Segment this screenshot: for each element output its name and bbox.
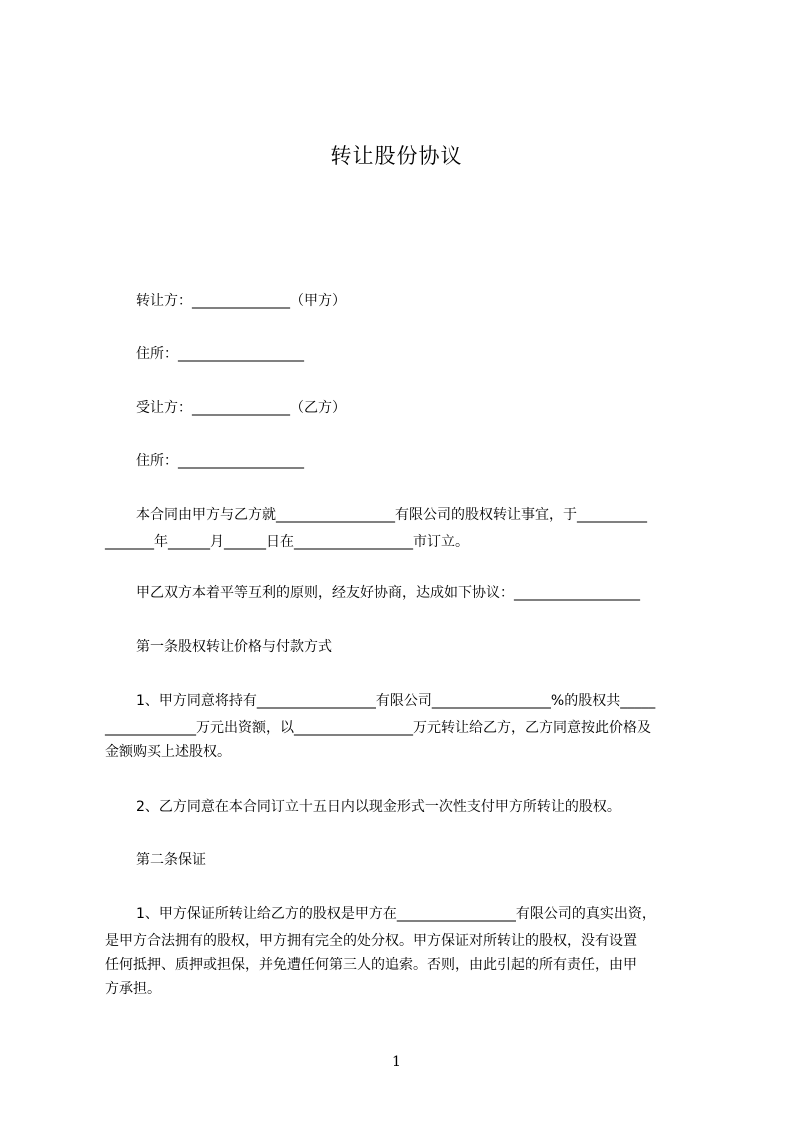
article1-clause2: 2、乙方同意在本合同订立十五日内以现金形式一次性支付甲方所转让的股权。 (136, 799, 621, 815)
article2-clause1-line-3: 任何抵押、质押或担保，并免遭任何第三人的追索。否则，由此引起的所有责任，由甲 (105, 957, 637, 973)
article2-clause1 (136, 902, 656, 926)
transferor-line: 转让方：______________（甲方） (136, 293, 346, 309)
page-number: 1 (392, 1054, 401, 1070)
document-title: 转让股份协议 (330, 144, 463, 168)
article2-clause1-cont (105, 929, 637, 1001)
article2-clause1-line-2: 是甲方合法拥有的股权，甲方拥有完全的处分权。甲方保证对所转让的股权，没有设置 (105, 933, 637, 949)
transferee-line: 受让方：______________（乙方） (136, 400, 346, 416)
agreement-line: 甲乙双方本着平等互利的原则，经友好协商，达成如下协议：__________________ (136, 585, 640, 601)
article1-clause1-cont (105, 716, 651, 764)
article1-clause1-line-3: 金额购买上述股权。 (105, 744, 231, 760)
intro-line-1: 本合同由甲方与乙方就_________________有限公司的股权转让事宜，于__________ (136, 507, 647, 523)
article1-clause1-line-1: 1、甲方同意将持有_________________有限公司_________________%的股权共_____ (136, 693, 656, 709)
article1-heading: 第一条股权转让价格与付款方式 (136, 639, 332, 655)
transferee-address-line: 住所：__________________ (136, 453, 304, 469)
article2-heading: 第二条保证 (136, 852, 206, 868)
transferor-address-line: 住所：__________________ (136, 346, 304, 362)
intro-paragraph-cont (105, 530, 469, 554)
article2-clause1-line-4: 方承担。 (105, 981, 161, 997)
intro-line-2: _______年______月______日在_________________市订立。 (105, 534, 469, 550)
intro-paragraph (136, 503, 647, 527)
article2-clause1-line-1: 1、甲方保证所转让给乙方的股权是甲方在_________________有限公司的真实出资， (136, 906, 656, 922)
article1-clause1 (136, 689, 655, 713)
article1-clause1-line-2: _____________万元出资额，以_________________万元转让给乙方，乙方同意按此价格及 (105, 720, 651, 736)
